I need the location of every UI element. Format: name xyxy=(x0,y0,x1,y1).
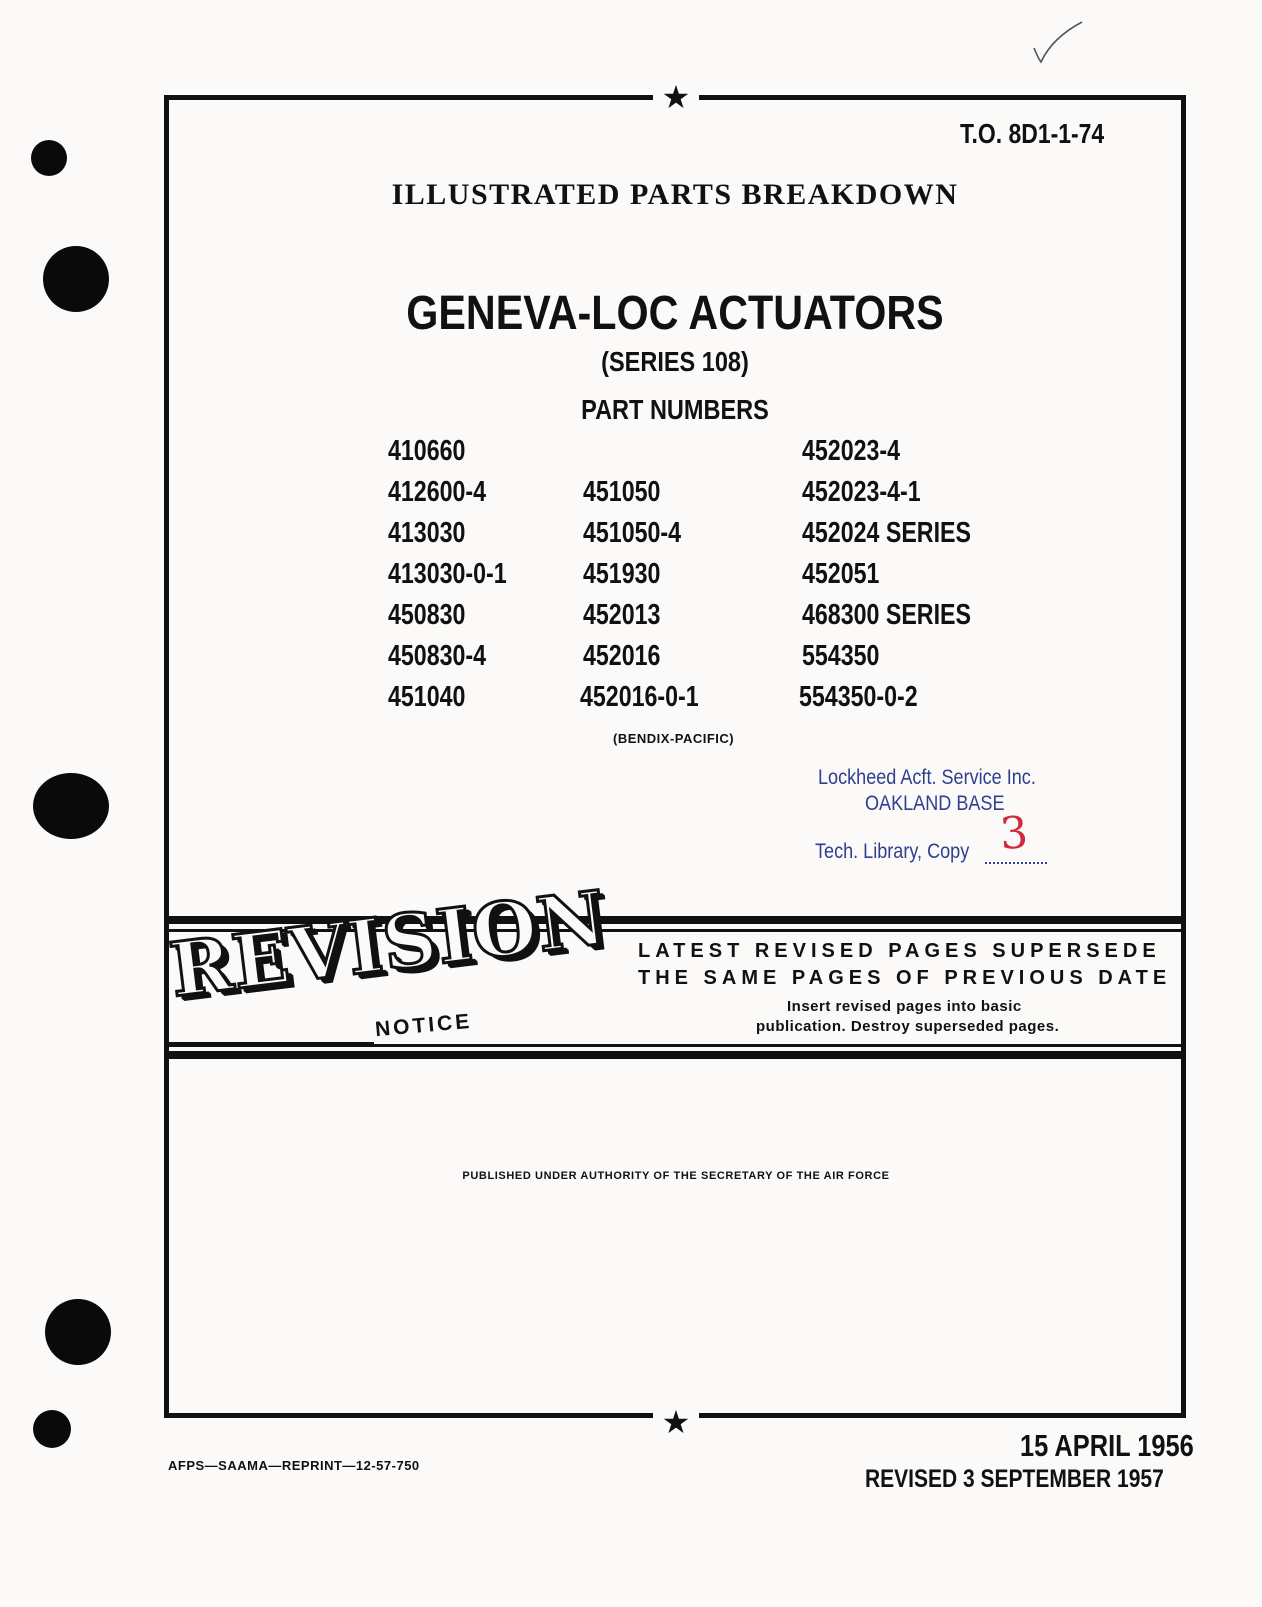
part-number: 452023-4-1 xyxy=(802,476,921,508)
reprint-code: AFPS—SAAMA—REPRINT—12-57-750 xyxy=(168,1458,420,1473)
binder-hole xyxy=(33,1410,71,1448)
binder-hole xyxy=(45,1299,111,1365)
part-number: 450830 xyxy=(388,599,466,631)
notice-rule xyxy=(166,1042,374,1045)
page-title: GENEVA-LOC ACTUATORS xyxy=(406,287,944,340)
revised-date: REVISED 3 SEPTEMBER 1957 xyxy=(865,1465,1164,1493)
part-number: 451040 xyxy=(388,681,466,713)
revision-word: REVISION xyxy=(165,875,611,1014)
part-number: 450830-4 xyxy=(388,640,487,672)
part-number: 452023-4 xyxy=(802,435,901,467)
part-number: 410660 xyxy=(388,435,466,467)
part-number: 452016-0-1 xyxy=(580,681,699,713)
manufacturer-label: (BENDIX-PACIFIC) xyxy=(613,731,735,746)
document-type: ILLUSTRATED PARTS BREAKDOWN xyxy=(391,178,959,211)
to-number: T.O. 8D1-1-74 xyxy=(960,118,1105,149)
series-label: (SERIES 108) xyxy=(601,346,749,377)
part-number: 412600-4 xyxy=(388,476,487,508)
star-icon: ★ xyxy=(653,1404,699,1440)
star-icon: ★ xyxy=(653,79,699,115)
part-number: 452013 xyxy=(583,599,661,631)
part-number: 452024 SERIES xyxy=(802,517,971,549)
copy-number: 3 xyxy=(998,807,1030,860)
stamp-company: Lockheed Acft. Service Inc. xyxy=(818,766,1036,789)
binder-hole xyxy=(33,773,109,839)
revision-instruction-1: Insert revised pages into basic xyxy=(787,998,1022,1015)
part-number: 413030 xyxy=(388,517,466,549)
copy-number-line xyxy=(985,862,1047,864)
stamp-library: Tech. Library, Copy xyxy=(815,840,970,863)
issue-date: 15 APRIL 1956 xyxy=(1020,1428,1194,1463)
part-number: 468300 SERIES xyxy=(802,599,971,631)
part-number: 413030-0-1 xyxy=(388,558,507,590)
notice-word: NOTICE xyxy=(374,1009,474,1042)
check-mark-icon xyxy=(1030,18,1090,68)
part-number: 452016 xyxy=(583,640,661,672)
binder-hole xyxy=(31,140,67,176)
part-numbers-heading: PART NUMBERS xyxy=(581,394,769,425)
binder-hole xyxy=(43,246,109,312)
part-number: 451050-4 xyxy=(583,517,682,549)
revision-headline-2: THE SAME PAGES OF PREVIOUS DATE xyxy=(638,967,1172,989)
band-rule xyxy=(164,1051,1186,1059)
revision-instruction-2: publication. Destroy superseded pages. xyxy=(756,1018,1060,1035)
revision-headline-1: LATEST REVISED PAGES SUPERSEDE xyxy=(638,940,1161,962)
part-number: 451050 xyxy=(583,476,661,508)
authority-statement: PUBLISHED UNDER AUTHORITY OF THE SECRETARY OF THE AIR FORCE xyxy=(462,1170,890,1182)
stamp-base: OAKLAND BASE xyxy=(865,792,1005,815)
part-number: 452051 xyxy=(802,558,880,590)
part-number: 554350 xyxy=(802,640,880,672)
part-number: 554350-0-2 xyxy=(799,681,918,713)
part-number: 451930 xyxy=(583,558,661,590)
